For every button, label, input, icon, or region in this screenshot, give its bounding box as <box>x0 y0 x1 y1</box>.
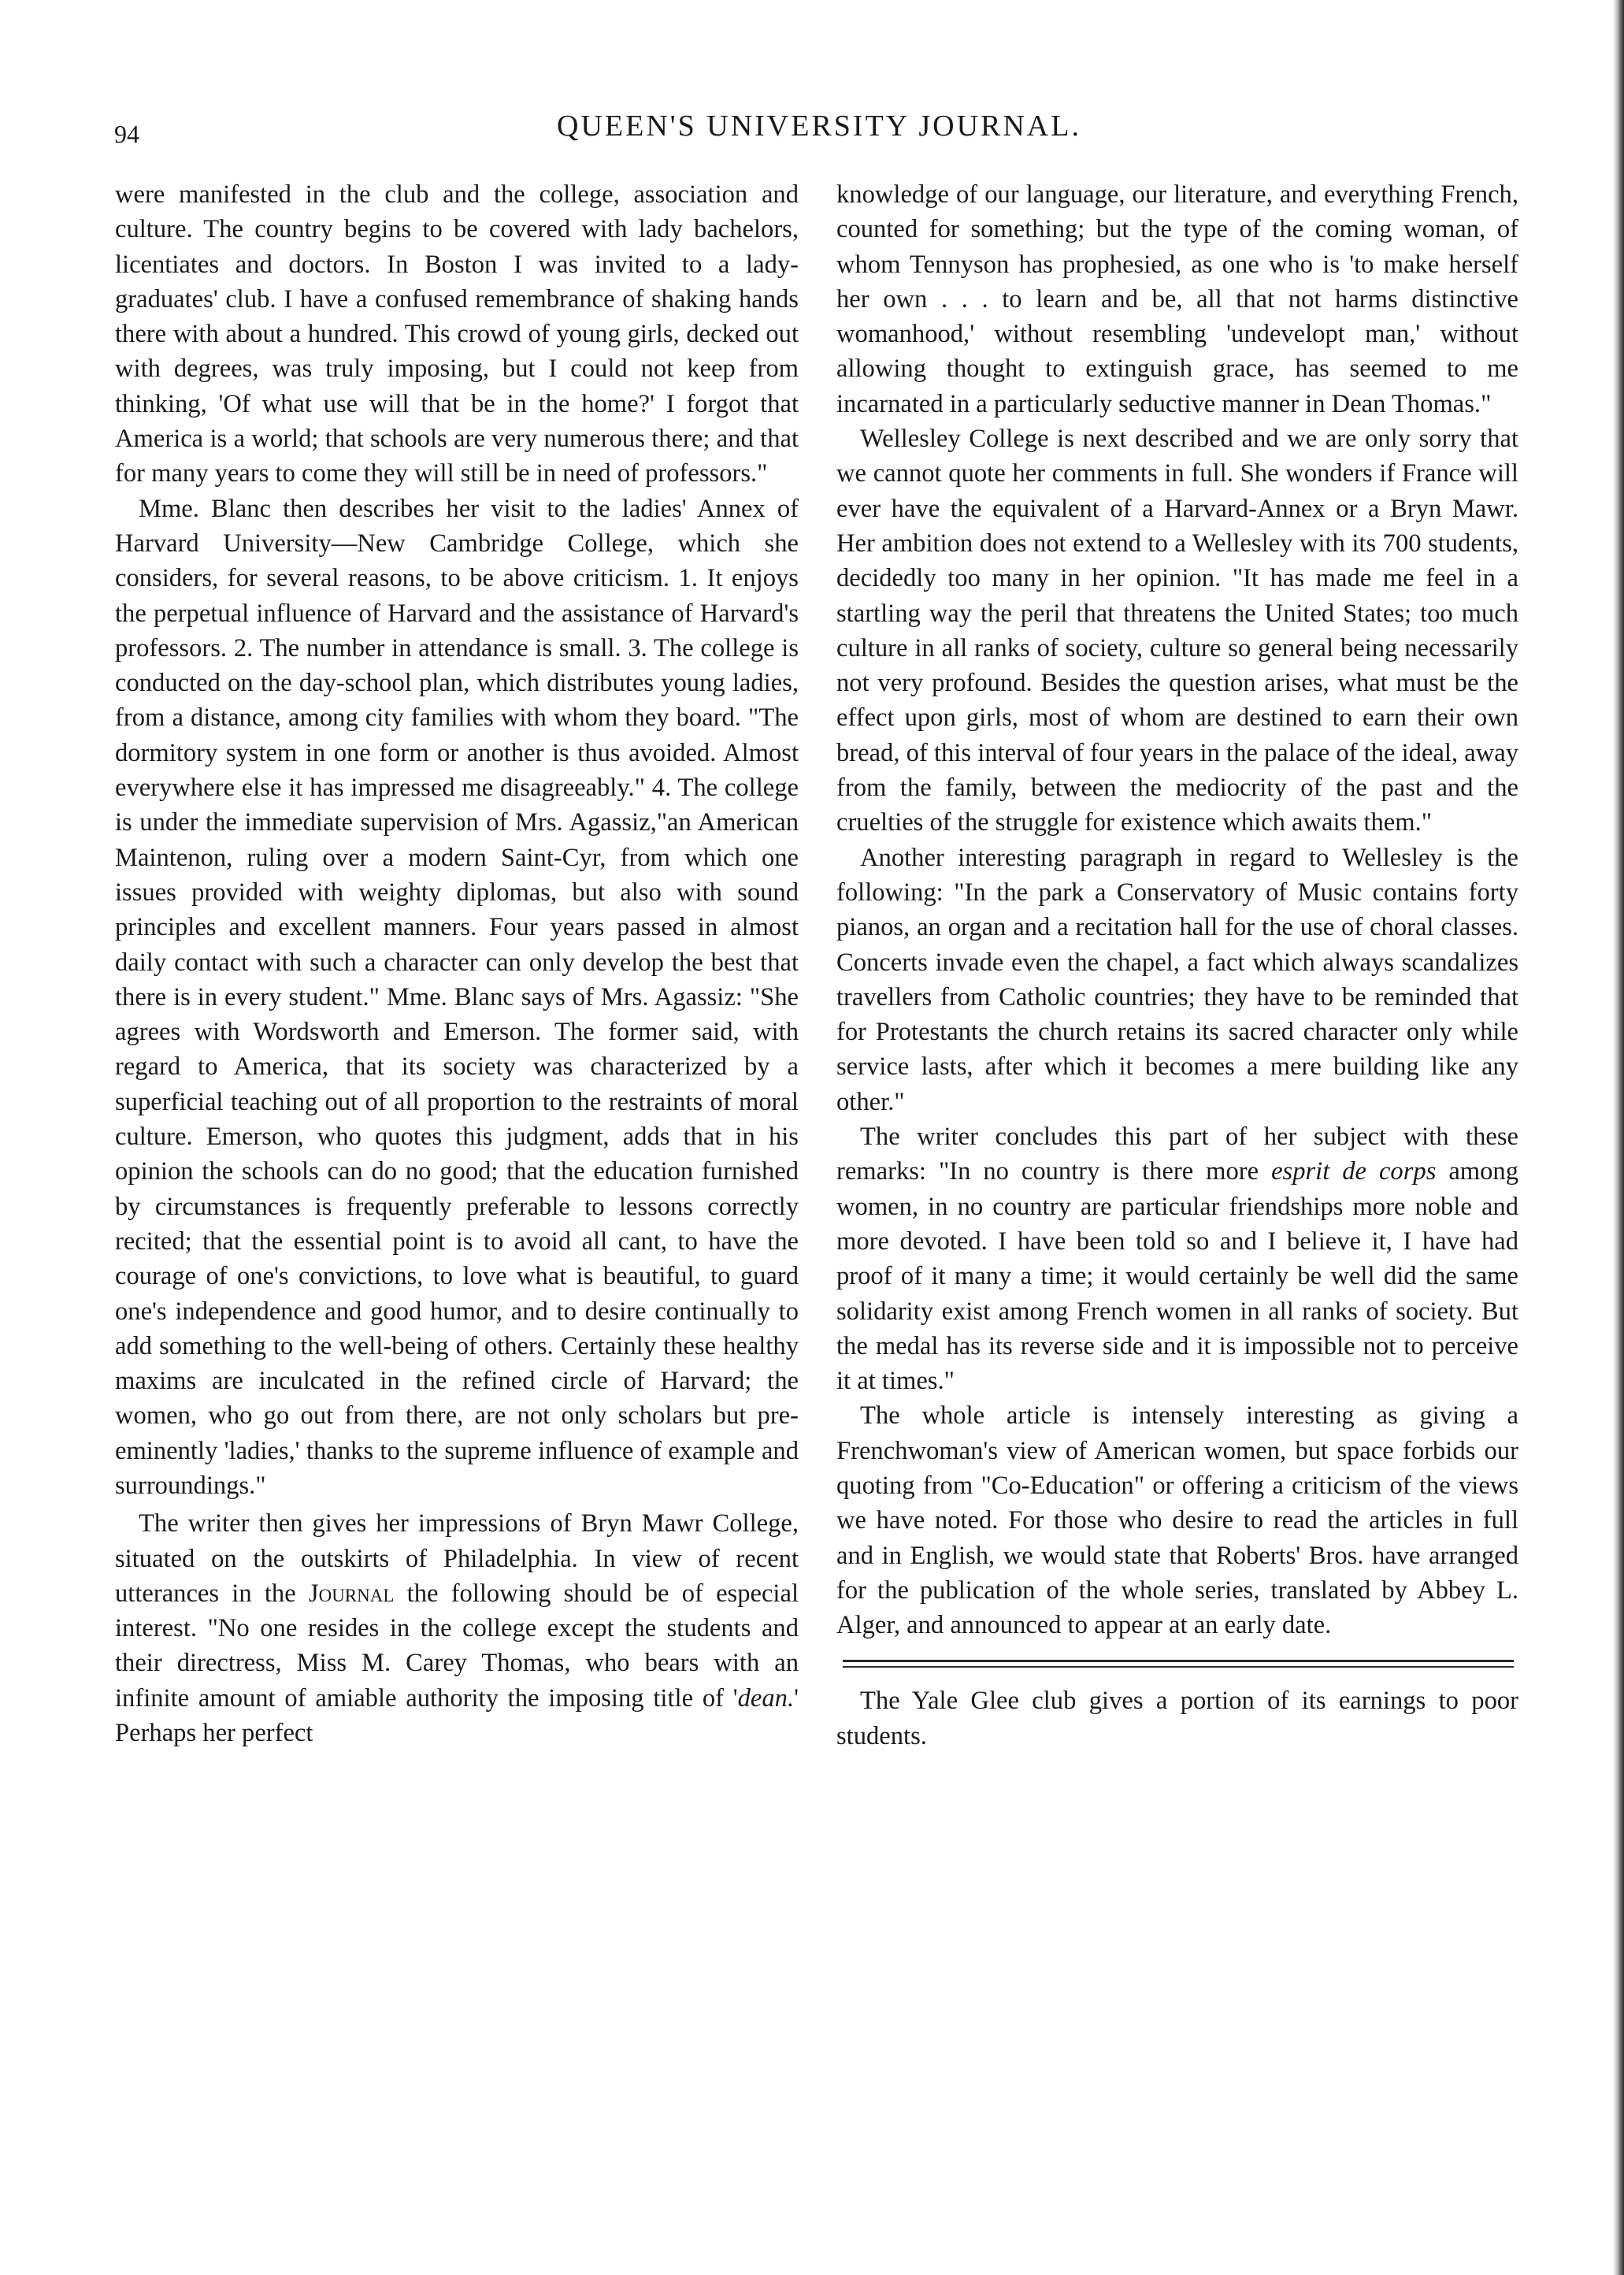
right-column <box>836 177 1518 1754</box>
paragraph-yale-glee-club: The Yale Glee club gives a portion of its earnings to poor students. <box>836 1687 1518 1750</box>
paragraph-conclusion <box>836 1119 1518 1398</box>
page-binding-edge <box>1613 0 1624 2275</box>
page-number: 94 <box>114 120 139 148</box>
paragraph-wellesley: Wellesley College is next described and we are only sorry that we cannot quote her comments in full. She wonders if France will ever have the equivalent of a Harvard-Annex or a Bryn Mawr. Her ambition does not extend to a Wellesley with its 700 students, decidedly too many in her opinion. "It has made me feel in a startling way the peril that threatens the United States; too much culture in all ranks of society, culture so general being necessarily not very profound. Besides the question arises, what must be the effect upon girls, most of whom are destined to earn their own bread, of this interval of four years in the palace of the ideal, away from the family, between the mediocrity of the past and the cruelties of the struggle for existence which awaits them." <box>836 425 1518 837</box>
conclusion-text-1: The writer concludes this part of her subject with these remarks: "In no country is there more <box>836 1123 1518 1186</box>
conclusion-text-2: among women, in no country are particular friendships more noble and more devoted. I have been told so and I believe it, I have had proof of it many a time; it would certainly be well did the same solidarity exist among French women in all ranks of society. But the medal has its reverse side and it is impossible not to perceive it at times." <box>836 1157 1519 1396</box>
page-header <box>114 109 1524 156</box>
journal-title: QUEEN'S UNIVERSITY JOURNAL. <box>557 109 1081 143</box>
paragraph-dean-thomas: knowledge of our language, our literature, and everything French, counted for something; but the type of the coming woman, of whom Tennyson has prophesied, as one who is 'to make herself her own . . . to learn and be, all that not harms distinctive womanhood,' without resembling 'undevelopt man,' without allowing thought to extinguish grace, has seemed to me incarnated in a particularly seductive manner in Dean Thomas." <box>836 180 1518 418</box>
bryn-mawr-text-3: ' Perhaps her perfect <box>115 1683 799 1748</box>
section-divider <box>843 1660 1514 1668</box>
bryn-mawr-text-2: the following should be of especial interest. "No one resides in the college except the students and their directress, Miss M. Carey Thomas, who bears with an infinite amount of amiable authority the imposing title of ' <box>115 1579 799 1713</box>
paragraph-harvard-annex: Mme. Blanc then describes her visit to the ladies' Annex of Harvard University—New Cambridge College, which she considers, for several reasons, to be above criticism. 1. It enjoys the perpetual influence of Harvard and the assistance of Harvard's professors. 2. The number in attendance is small. 3. The college is conducted on the day-school plan, which distributes young ladies, from a distance, among city families with whom they board. "The dormitory system in one form or another is thus avoided. Almost everywhere else it has impressed me disagreeably." 4. The college is under the immediate supervision of Mrs. Agassiz,"an American Maintenon, ruling over a modern Saint-Cyr, from which one issues provided with weighty diplomas, but also with sound principles and excellent manners. Four years passed in almost daily contact with such a character can only develop the best that there is in every student." Mme. Blanc says of Mrs. Agassiz: "She agrees with Wordsworth and Emerson. The former said, with regard to America, that its society was characterized by a superficial teaching out of all proportion to the restraints of moral culture. Emerson, who quotes this judgment, adds that in his opinion the schools can do no good; that the education furnished by circumstances is frequently preferable to lessons correctly recited; that the essential point is to avoid all cant, to have the courage of one's convictions, to love what is beautiful, to guard one's independence and good humor, and to desire continually to add something to the well-being of others. Certainly these healthy maxims are inculcated in the refined circle of Harvard; the women, who go out from there, are not only scholars but pre-eminently 'ladies,' thanks to the supreme influence of example and surroundings." <box>115 494 799 1500</box>
bryn-mawr-text-1: The writer then gives her impressions of Bryn Mawr College, situated on the outskirts of Philadelphia. In view of recent utterances in the <box>115 1509 799 1608</box>
left-column <box>115 177 799 1750</box>
esprit-de-corps-italic: esprit de corps <box>1271 1157 1437 1186</box>
paragraph-continued: were manifested in the club and the college, association and culture. The country begins to be covered with lady bachelors, licentiates and doctors. In Boston I was invited to a lady-graduates' club. I have a confused remembrance of shaking hands there with about a hundred. This crowd of young girls, decked out with degrees, was truly imposing, but I could not keep from thinking, 'Of what use will that be in the home?' I forgot that America is a world; that schools are very numerous there; and that for many years to come they will still be in need of professors." <box>115 180 799 488</box>
journal-reference: Journal <box>308 1579 395 1608</box>
dean-italic: dean. <box>737 1683 795 1713</box>
paragraph-whole-article: The whole article is intensely interesting as giving a Frenchwoman's view of American women, but space forbids our quoting from "Co-Education" or offering a criticism of the views we have noted. For those who desire to read the articles in full and in English, we would state that Roberts' Bros. have arranged for the publication of the whole series, translated by Abbey L. Alger, and announced to appear at an early date. <box>836 1401 1518 1640</box>
paragraph-conservatory: Another interesting paragraph in regard to Wellesley is the following: "In the park a Conservatory of Music contains forty pianos, an organ and a recitation hall for the use of choral classes. Concerts invade even the chapel, a fact which always scandalizes travellers from Catholic countries; they have to be reminded that for Protestants the church retains its sacred character only while service lasts, after which it becomes a mere building like any other." <box>836 843 1518 1116</box>
paragraph-bryn-mawr <box>115 1506 799 1750</box>
